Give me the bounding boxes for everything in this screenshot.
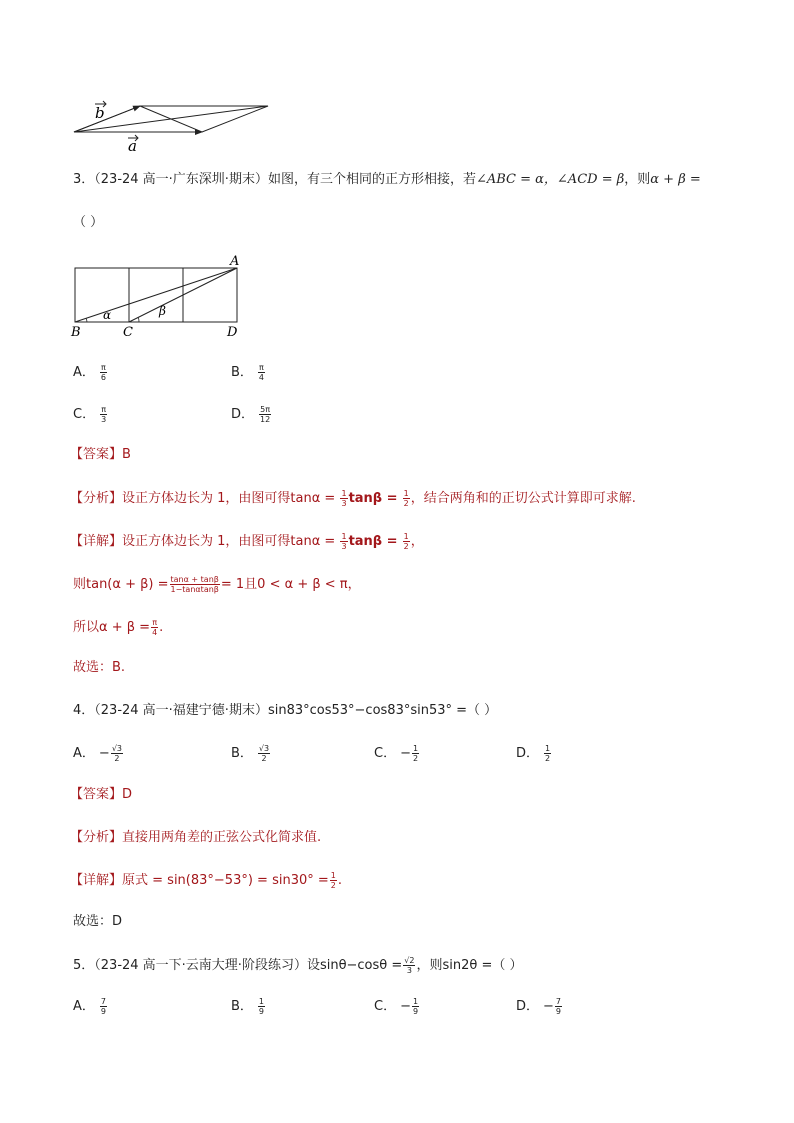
label-D: D (227, 325, 238, 340)
segment-BA (75, 268, 237, 322)
vector-b (74, 106, 140, 132)
label-beta: β (159, 304, 166, 318)
q3-option-b[interactable]: B． $\frac{\pi}{4}$ (231, 363, 265, 382)
q3-option-d[interactable]: D． $\frac{5\pi}{12}$ (231, 405, 271, 424)
q3-detail: 【详解】设正方体边长为 1，由图可得tanα = $\frac{1}{3}$ tanβ = $\frac{1}{2}$ ， (70, 532, 424, 551)
label-B: B (71, 325, 81, 340)
q4-answer: 【答案】D (70, 787, 133, 802)
parallelogram-figure (66, 96, 276, 154)
label-C: C (123, 325, 133, 340)
q3-detail-line3: 所以α + β = $\frac{\pi}{4}$ . (73, 618, 164, 637)
q3-option-c[interactable]: C． $\frac{\pi}{3}$ (73, 405, 107, 424)
q4-option-b[interactable]: B． $\frac{√3}{2}$ (231, 744, 270, 763)
q3-paren: （ ） (73, 215, 104, 230)
label-alpha: α (103, 308, 112, 322)
q3-analysis: 【分析】设正方体边长为 1，由图可得tanα = $\frac{1}{3}$ tanβ = $\frac{1}{2}$ ，结合两角和的正切公式计算即可求解. (70, 489, 636, 508)
q5-option-a[interactable]: A． $\frac{7}{9}$ (73, 997, 106, 1016)
q3-answer: 【答案】B (70, 447, 131, 462)
q4-conclusion: 故选：D (73, 914, 123, 929)
q5-option-b[interactable]: B． $\frac{1}{9}$ (231, 997, 265, 1016)
three-squares-figure (66, 252, 246, 340)
q3-option-a[interactable]: A． $\frac{\pi}{6}$ (73, 363, 106, 382)
q4-option-a[interactable]: A． − $\frac{√3}{2}$ (73, 744, 122, 763)
q4-stem: 4．（23-24 高一·福建宁德·期末）sin83°cos53°−cos83°sin53° =（ ） (73, 703, 498, 718)
q4-option-c[interactable]: C． − $\frac{1}{2}$ (374, 744, 419, 763)
label-A: A (230, 254, 240, 269)
q4-option-d[interactable]: D． $\frac{1}{2}$ (516, 744, 551, 763)
q3-conclusion: 故选：B. (73, 660, 126, 675)
q3-stem: 3．（23-24 高一·广东深圳·期末）如图，有三个相同的正方形相接，若∠ABC = α，∠ACD = β，则α + β = (73, 172, 701, 187)
q3-detail-line2: 则tan(α + β) = $\frac{\tan\alpha + \tan\beta}{1-\tan\alpha\tan\beta}$ = 1且0 < α + β < π， (73, 575, 361, 594)
q5-option-c[interactable]: C． − $\frac{1}{9}$ (374, 997, 419, 1016)
q5-option-d[interactable]: D． − $\frac{7}{9}$ (516, 997, 562, 1016)
vector-a-label: a (128, 137, 137, 154)
vector-b-label: b (95, 104, 105, 122)
q5-stem: 5．（23-24 高一下·云南大理·阶段练习）设sinθ−cosθ = $\frac{√2}{3}$ ，则sin2θ =（ ） (73, 956, 523, 975)
q4-detail: 【详解】原式 = sin(83°−53°) = sin30° = $\frac{1}{2}$ . (70, 871, 342, 890)
q4-analysis: 【分析】直接用两角差的正弦公式化简求值. (70, 830, 322, 845)
